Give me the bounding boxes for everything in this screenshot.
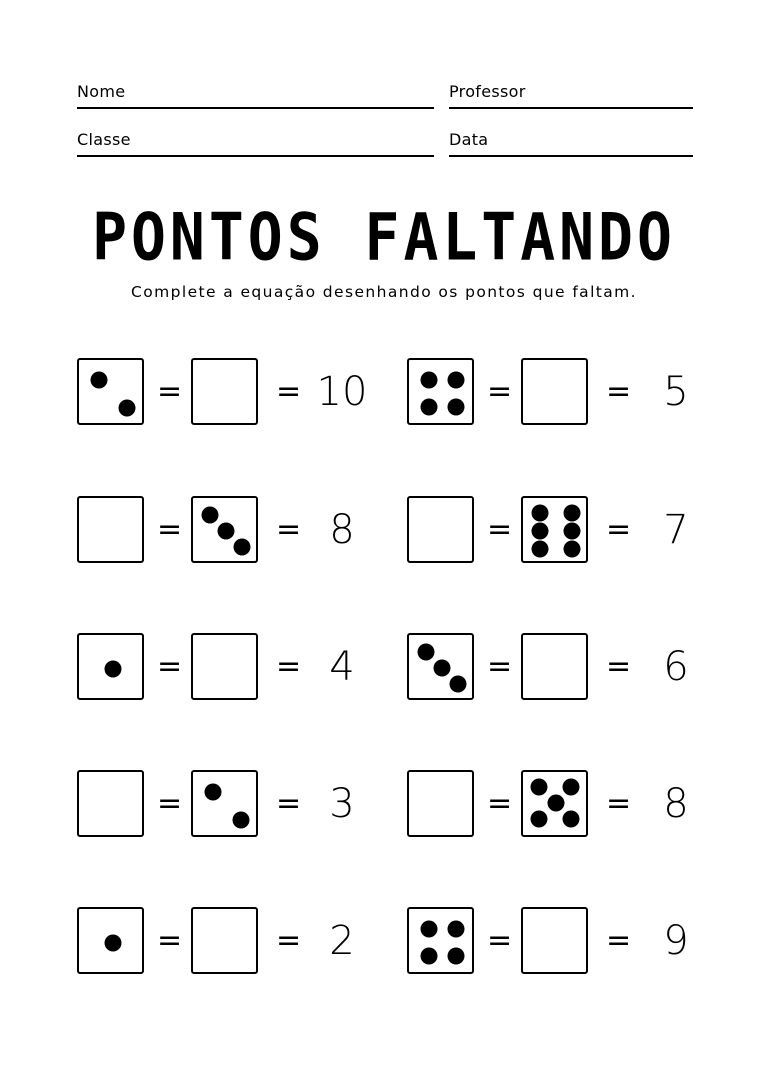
dice-box [521, 770, 588, 837]
die-dot [421, 948, 438, 965]
dice-box [407, 358, 474, 425]
die-dot [421, 399, 438, 416]
die-dot [563, 811, 580, 828]
equals-sign: = [606, 786, 632, 821]
die-dot [563, 779, 580, 796]
instructions: Complete a equação desenhando os pontos que faltam. [131, 283, 637, 301]
dice-box [521, 496, 588, 563]
die-dot [531, 811, 548, 828]
equals-sign: = [606, 649, 632, 684]
equals-sign: = [276, 374, 302, 409]
equals-sign: = [157, 649, 183, 684]
answer-box[interactable] [521, 358, 588, 425]
die-dot [532, 523, 549, 540]
die-dot [564, 541, 581, 558]
die-dot [531, 779, 548, 796]
die-dot [448, 921, 465, 938]
answer-box[interactable] [407, 770, 474, 837]
equals-sign: = [487, 786, 513, 821]
die-dot [448, 399, 465, 416]
equation-row [0, 496, 768, 568]
total-number: 2 [329, 918, 355, 964]
equals-sign: = [276, 649, 302, 684]
date-label: Data [449, 130, 489, 149]
class-field[interactable] [77, 131, 434, 157]
total-number: 8 [329, 507, 355, 553]
dice-box [407, 633, 474, 700]
total-number: 7 [663, 507, 689, 553]
die-dot [564, 505, 581, 522]
equals-sign: = [487, 649, 513, 684]
total-number: 4 [329, 644, 355, 690]
equals-sign: = [276, 786, 302, 821]
answer-box[interactable] [407, 496, 474, 563]
dice-box [407, 907, 474, 974]
die-dot [564, 523, 581, 540]
equals-sign: = [606, 923, 632, 958]
die-dot [421, 921, 438, 938]
equals-sign: = [606, 512, 632, 547]
answer-box[interactable] [521, 907, 588, 974]
teacher-field[interactable] [449, 83, 693, 109]
equals-sign: = [157, 786, 183, 821]
equation-row [0, 907, 768, 979]
page-title: PONTOS FALTANDO [92, 198, 676, 276]
die-dot [448, 948, 465, 965]
die-dot [421, 372, 438, 389]
equals-sign: = [157, 512, 183, 547]
equals-sign: = [276, 512, 302, 547]
total-number: 8 [663, 781, 689, 827]
equals-sign: = [487, 512, 513, 547]
die-dot [532, 505, 549, 522]
class-label: Classe [77, 130, 131, 149]
teacher-label: Professor [449, 82, 526, 101]
answer-box[interactable] [521, 633, 588, 700]
name-label: Nome [77, 82, 126, 101]
die-dot [418, 644, 435, 661]
equation-row [0, 633, 768, 705]
equation-row [0, 358, 768, 430]
die-dot [450, 676, 467, 693]
total-number: 9 [663, 918, 689, 964]
equals-sign: = [276, 923, 302, 958]
total-number: 5 [663, 369, 689, 415]
die-dot [548, 795, 565, 812]
equals-sign: = [487, 923, 513, 958]
total-number: 3 [329, 781, 355, 827]
equation-row [0, 770, 768, 842]
date-field[interactable] [449, 131, 693, 157]
equals-sign: = [606, 374, 632, 409]
equals-sign: = [157, 923, 183, 958]
equals-sign: = [487, 374, 513, 409]
total-number: 10 [316, 369, 368, 415]
die-dot [448, 372, 465, 389]
total-number: 6 [663, 644, 689, 690]
name-field[interactable] [77, 83, 434, 109]
die-dot [532, 541, 549, 558]
die-dot [434, 660, 451, 677]
equals-sign: = [157, 374, 183, 409]
